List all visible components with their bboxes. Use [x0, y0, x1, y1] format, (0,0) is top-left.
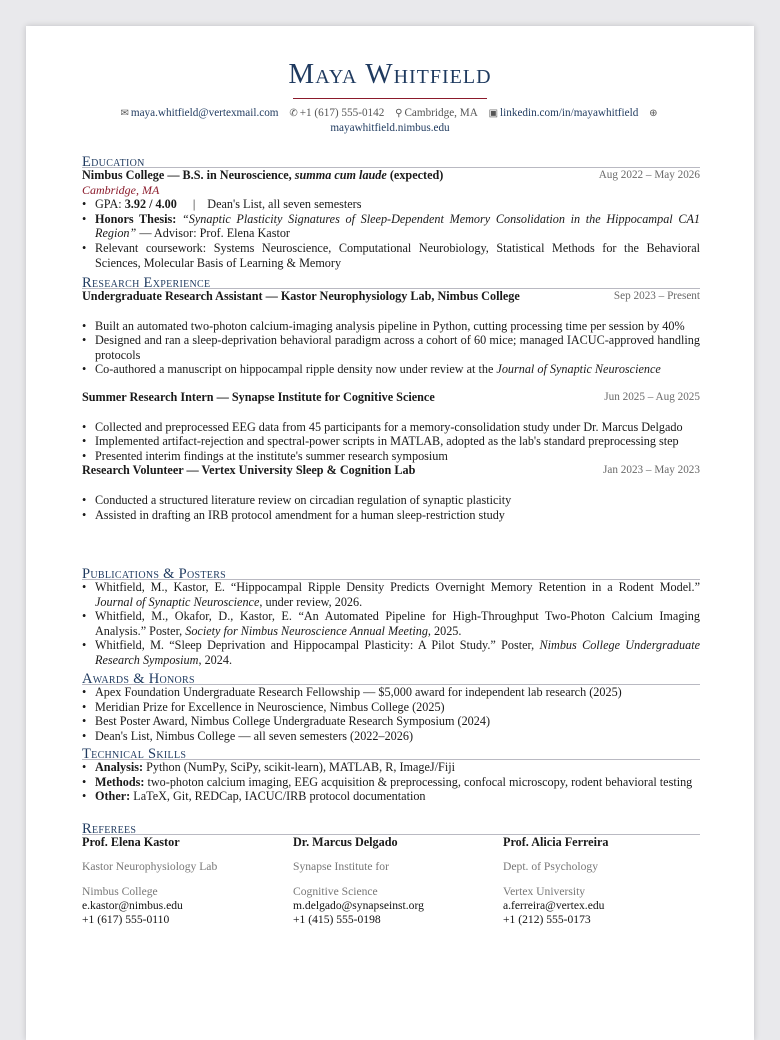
gpa-separator: | — [192, 197, 196, 212]
name-underline-rule — [293, 98, 487, 99]
position-dates: Sep 2023 – Present — [613, 290, 700, 302]
list-item: • Built an automated two-photon calcium-imaging analysis pipeline in Python, cutting processing time per session by 40% — [82, 319, 700, 334]
position-row: Undergraduate Research Assistant — Kastor Neurophysiology Lab, Nimbus College Sep 2023 – Present — [82, 289, 700, 303]
list-item: • Other: LaTeX, Git, REDCap, IACUC/IRB protocol documentation — [82, 789, 700, 804]
list-item: • Meridian Prize for Excellence in Neuroscience, Nimbus College (2025) — [82, 700, 700, 715]
list-item: • GPA: 3.92 / 4.00 | Dean's List, all seven semesters — [82, 197, 700, 212]
phone-number: +1 (617) 555-0142 — [299, 107, 385, 119]
journal-name: Journal of Synaptic Neuroscience — [496, 362, 661, 377]
degree-honor: summa cum laude — [294, 168, 387, 182]
thesis-label: Honors Thesis: — [95, 211, 177, 226]
position-dates: Jun 2025 – Aug 2025 — [604, 390, 700, 403]
list-item — [82, 212, 700, 241]
referee-name: Dr. Marcus Delgado — [293, 835, 398, 849]
globe-icon: ⊕ — [649, 108, 658, 119]
publication-item: • Whitfield, M. “Sleep Deprivation and Hippocampal Plasticity: A Pilot Study.” Poster, Nimbus College Undergraduate Research Symposium, 2024. — [82, 638, 700, 667]
list-item: • Methods: two-photon calcium imaging, EEG acquisition & preprocessing, confocal microscopy, rodent behavioral testing — [82, 775, 700, 790]
referee-name: Prof. Elena Kastor — [82, 835, 180, 849]
location-text: Cambridge, MA — [404, 107, 478, 119]
degree-dates: Aug 2022 – May 2026 — [598, 169, 700, 181]
referee-email[interactable]: m.delgado@synapseinst.org — [293, 899, 424, 912]
list-item: • Assisted in drafting an IRB protocol amendment for a human sleep-restriction study — [82, 508, 700, 523]
referee-card: Prof. Elena Kastor Kastor Neurophysiology Lab Nimbus College e.kastor@nimbus.edu +1 (617) 555-0110 — [82, 835, 282, 927]
position-row: Research Volunteer — Vertex University Sleep & Cognition Lab Jan 2023 – May 2023 — [82, 463, 700, 478]
phone-icon: ✆ — [289, 108, 298, 119]
referees-section — [82, 822, 700, 931]
section-title: Publications & Posters — [82, 567, 700, 580]
email-link[interactable]: maya.whitfield@vertexmail.com — [130, 107, 279, 119]
candidate-name: Maya Whitfield — [288, 58, 492, 90]
website-link[interactable]: mayawhitfield.nimbus.edu — [330, 122, 450, 134]
list-item: • Dean's List, Nimbus College — all seven semesters (2022–2026) — [82, 729, 700, 744]
contact-bar — [76, 106, 704, 136]
thesis-title: “Synaptic Plasticity Signatures of Sleep-Dependent Memory Consolidation in the Hippocampal CA1 Region” — [95, 211, 701, 241]
location-pin-icon: ⚲ — [395, 108, 403, 119]
list-item: • Apex Foundation Undergraduate Research Fellowship — $5,000 award for independent lab research (2025) — [82, 685, 700, 700]
referee-email[interactable]: e.kastor@nimbus.edu — [82, 899, 183, 912]
referee-phone: +1 (415) 555-0198 — [293, 913, 381, 926]
list-item: • Co-authored a manuscript on hippocampal ripple density now under review at the Journal of Synaptic Neuroscience — [82, 362, 700, 377]
section-title: Technical Skills — [82, 747, 700, 760]
referee-phone: +1 (212) 555-0173 — [503, 913, 591, 926]
list-item: • Relevant coursework: Systems Neuroscience, Computational Neurobiology, Statistical Methods for the Behavioral Sciences, Molecular Basis of Learning & Memory — [82, 241, 700, 270]
publications-section — [82, 567, 700, 668]
linkedin-icon: ▣ — [488, 108, 499, 119]
list-item: • Conducted a structured literature review on circadian regulation of synaptic plasticity — [82, 493, 700, 508]
degree-row — [82, 168, 700, 183]
envelope-icon: ✉ — [120, 108, 129, 119]
skills-section — [82, 747, 700, 804]
referee-card: Prof. Alicia Ferreira Dept. of Psychology Vertex University a.ferreira@vertex.edu +1 (212) 555-0173 — [503, 835, 703, 927]
gpa-note: Dean's List, all seven semesters — [207, 197, 362, 212]
publication-item: • Whitfield, M., Okafor, D., Kastor, E. “An Automated Pipeline for High-Throughput Two-Photon Calcium Imaging Analysis.” Poster, Society for Nimbus Neuroscience Annual Meeting, 2025. — [82, 609, 700, 638]
publication-item: • Whitfield, M., Kastor, E. “Hippocampal Ripple Density Predicts Overnight Memory Retention in a Rodent Model.” Journal of Synaptic Neuroscience, under review, 2026. — [82, 580, 700, 609]
gpa-value: 3.92 / 4.00 — [124, 197, 177, 212]
list-item: • Analysis: Python (NumPy, SciPy, scikit-learn), MATLAB, R, ImageJ/Fiji — [82, 760, 700, 775]
list-item: • Presented interim findings at the institute's summer research symposium — [82, 449, 700, 464]
position-row: Summer Research Intern — Synapse Institute for Cognitive Science Jun 2025 – Aug 2025 — [82, 389, 700, 404]
degree-suffix: (expected) — [386, 168, 444, 182]
education-location: Cambridge, MA — [82, 182, 160, 197]
section-title: Awards & Honors — [82, 672, 700, 685]
list-item: • Collected and preprocessed EEG data from 45 participants for a memory-consolidation study under Dr. Marcus Delgado — [82, 420, 700, 435]
research-section — [82, 276, 700, 522]
referee-phone: +1 (617) 555-0110 — [82, 913, 170, 926]
awards-section — [82, 672, 700, 743]
list-item: • Best Poster Award, Nimbus College Undergraduate Research Symposium (2024) — [82, 714, 700, 729]
section-title: Referees — [82, 822, 700, 835]
position-dates: Jan 2023 – May 2023 — [603, 464, 700, 477]
thesis-advisor: — Advisor: Prof. Elena Kastor — [136, 226, 290, 241]
list-item: • Implemented artifact-rejection and spectral-power scripts in MATLAB, adopted as the lab's standard preprocessing step — [82, 434, 700, 449]
referee-email[interactable]: a.ferreira@vertex.edu — [503, 899, 605, 912]
degree-prefix: Nimbus College — B.S. in Neuroscience, — [82, 168, 295, 182]
section-title: Education — [82, 155, 700, 168]
referee-name: Prof. Alicia Ferreira — [503, 835, 609, 849]
list-item: • Designed and ran a sleep-deprivation behavioral paradigm across a cohort of 60 mice; managed IACUC-approved handling protocols — [82, 333, 700, 362]
education-section — [82, 155, 700, 270]
linkedin-link[interactable]: linkedin.com/in/mayawhitfield — [500, 107, 639, 119]
section-title: Research Experience — [82, 276, 700, 289]
referee-card: Dr. Marcus Delgado Synapse Institute for Cognitive Science m.delgado@synapseinst.org +1 (415) 555-0198 — [293, 835, 493, 927]
resume-page — [26, 26, 754, 1040]
